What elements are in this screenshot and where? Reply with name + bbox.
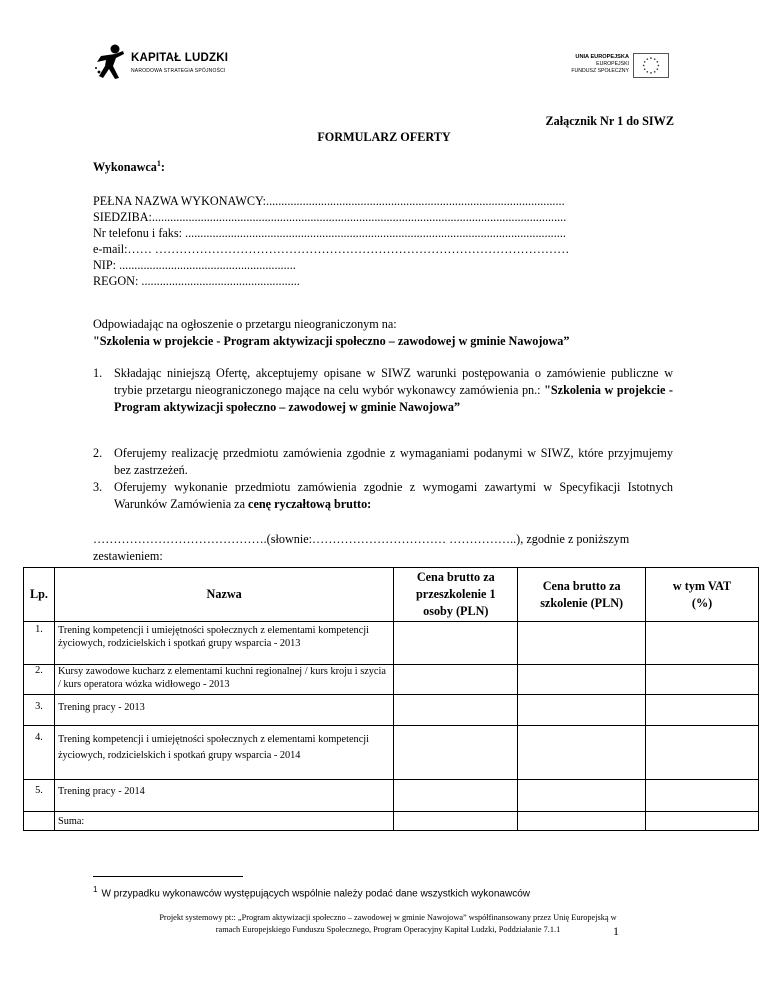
eu-line2: EUROPEJSKI [596,61,629,67]
table-sum-row [24,812,759,831]
contractor-heading [93,159,165,175]
cell-price-person[interactable] [394,780,518,812]
tender-title: "Szkolenia w projekcie - Program aktywizacji społeczno – zawodowej w gminie Nawojowa” [93,334,570,348]
human-figure-logo-icon [93,42,127,80]
contractor-colon: : [160,160,165,175]
field-email[interactable]: e-mail:…… ………………………………………………………………………………………… [93,242,570,256]
row-name: Trening kompetencji i umiejętności społecznych z elementami kompetencji życiowych, rodzicielskich i spotkań grupy wsparcia - 2013 [54,622,393,665]
field-regon[interactable]: REGON: .................................................... [93,274,300,288]
cell-price-training[interactable] [518,665,646,695]
sum-label: Suma: [54,812,393,831]
point-text: Oferujemy realizację przedmiotu zamówienia zgodnie z wymaganiami podanymi w SIWZ, które przyjmujemy bez zastrzeżeń. [114,446,673,477]
intro [93,316,569,350]
logo-subtitle: NARODOWA STRATEGIA SPÓJNOŚCI [131,68,226,74]
header-price-person: Cena brutto za przeszkolenie 1 osoby (PLN) [394,568,518,622]
point-2 [93,445,673,479]
row-name: Trening kompetencji i umiejętności społecznych z elementami kompetencji życiowych, rodzicielskich i spotkań grupy wsparcia - 2014 [54,726,393,780]
cell-vat[interactable] [646,726,759,780]
cell-price-training[interactable] [518,695,646,726]
eu-line3: FUNDUSZ SPOŁECZNY [571,68,629,74]
points-block-2 [93,445,673,513]
page-number: 1 [613,924,619,938]
table-row [24,780,759,812]
table-row [24,665,759,695]
contractor-fields [93,193,569,289]
header-vat: w tym VAT (%) [646,568,759,622]
sum-lp-cell [24,812,55,831]
project-note [93,912,683,936]
point-bold-text: "Szkolenia w projekcie - Program aktywizacji społeczno – zawodowej w gminie Nawojowa” [114,383,673,414]
cell-price-training[interactable] [518,622,646,665]
logo-title: KAPITAŁ LUDZKI [131,52,229,64]
field-full-name[interactable]: PEŁNA NAZWA WYKONAWCY:.................................................................................................. [93,194,565,208]
cell-vat[interactable] [646,665,759,695]
row-lp: 2. [24,665,55,695]
cell-price-person[interactable] [394,726,518,780]
point-text: Oferujemy wykonanie przedmiotu zamówienia zgodnie z wymogami zawartymi w Specyfikacji Istotnych Warunków Zamówienia za [114,480,673,511]
sum-price-training[interactable] [518,812,646,831]
header-name: Nazwa [54,568,393,622]
sum-vat[interactable] [646,812,759,831]
form-title: FORMULARZ OFERTY [317,130,451,144]
table-header-row [24,568,759,622]
point-1 [93,365,673,416]
eu-flag-icon [633,53,669,78]
point-bold-text: cenę ryczałtową brutto: [248,497,372,511]
cell-price-person[interactable] [394,695,518,726]
eu-logo-text [571,54,629,75]
table-row [24,695,759,726]
table-row [24,622,759,665]
cell-price-person[interactable] [394,622,518,665]
annex-label: Załącznik Nr 1 do SIWZ [545,114,674,128]
row-lp: 5. [24,780,55,812]
cell-vat[interactable] [646,780,759,812]
cell-price-training[interactable] [518,780,646,812]
row-name: Trening pracy - 2014 [54,780,393,812]
row-lp: 4. [24,726,55,780]
eu-logo [563,53,669,79]
footnote [93,885,530,899]
row-name: Kursy zawodowe kucharz z elementami kuchni regionalnej / kurs kroju i szycia / kurs operatora wózka widłowego - 2013 [54,665,393,695]
field-nip[interactable]: NIP: .......................................................... [93,258,296,272]
point-number: 1. [93,366,103,380]
cell-price-training[interactable] [518,726,646,780]
row-lp: 1. [24,622,55,665]
eu-line1: UNIA EUROPEJSKA [575,54,629,60]
project-note-line1: Projekt systemowy pt:: „Program aktywizacji społeczno – zawodowej w gminie Nawojowa” współfinansowany przez Unię Europejską w [159,913,617,922]
point-3 [93,479,673,513]
intro-line: Odpowiadając na ogłoszenie o przetargu nieograniczonym na: [93,317,397,331]
project-note-line2: ramach Europejskiego Funduszu Społecznego, Program Operacyjny Kapitał Ludzki, Poddziałanie 7.1.1 [215,925,561,934]
header-lp: Lp. [24,568,55,622]
row-lp: 3. [24,695,55,726]
table-row [24,726,759,780]
footnote-ref: 1 [156,159,161,168]
field-phone-fax[interactable]: Nr telefonu i faks: ............................................................................................................................. [93,226,566,240]
kapital-ludzki-logo [93,42,233,82]
point-text: Składając niniejszą Ofertę, akceptujemy opisane w SIWZ warunki postępowania o zamówienie publiczne w trybie przetargu nieograniczonego mające na celu wybór wykonawcy zamówienia pn.: [114,366,673,397]
price-line[interactable]: …………………………………….(słownie:…………………………… ……………..), zgodnie z poniższym zestawieniem: [93,532,630,563]
point-number: 2. [93,446,103,460]
contractor-label: Wykonawca [93,160,157,175]
cell-price-person[interactable] [394,665,518,695]
cell-vat[interactable] [646,695,759,726]
offer-table [23,567,759,831]
footnote-text: W przypadku wykonawców występujących wspólnie należy podać dane wszystkich wykonawców [101,888,530,900]
field-seat[interactable]: SIEDZIBA:........................................................................................................................................ [93,210,567,224]
footnote-divider [93,876,243,877]
point-number: 3. [93,480,103,494]
sum-price-person[interactable] [394,812,518,831]
points-block-1 [93,365,673,416]
header-price-training: Cena brutto za szkolenie (PLN) [518,568,646,622]
cell-vat[interactable] [646,622,759,665]
row-name: Trening pracy - 2013 [54,695,393,726]
footnote-mark: 1 [93,885,98,894]
